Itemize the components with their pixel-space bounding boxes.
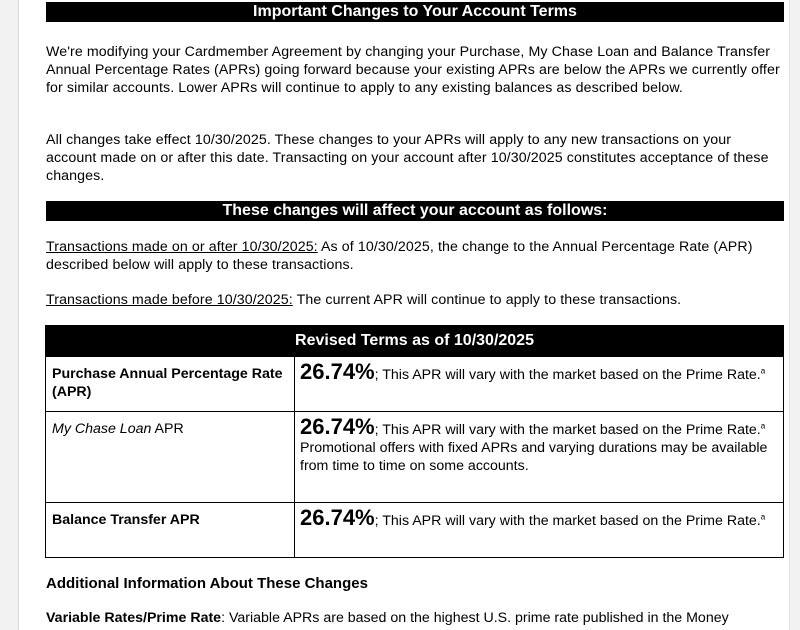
revised-terms-header: Revised Terms as of 10/30/2025 (46, 326, 784, 357)
chase-loan-apr-rate: 26.74% (300, 414, 375, 439)
before-date-text: The current APR will continue to apply to these transactions. (292, 292, 682, 308)
after-date-paragraph (46, 238, 781, 274)
important-changes-banner: Important Changes to Your Account Terms (46, 2, 784, 22)
variable-rates-label: Variable Rates/Prime Rate (46, 610, 222, 626)
document-page (19, 0, 789, 630)
balance-transfer-apr-footnote: a (760, 512, 766, 522)
purchase-apr-label: Purchase Annual Percentage Rate (APR) (46, 357, 295, 412)
intro-paragraph-2: All changes take effect 10/30/2025. These changes to your APRs will apply to any new transactions on your account made on or after this date. Transacting on your account after 10/30/2025 constitutes acceptance of these changes. (46, 132, 769, 184)
before-date-label: Transactions made before 10/30/2025: (46, 292, 293, 308)
chase-loan-label-italic: My Chase Loan (52, 421, 152, 437)
chase-loan-apr-label (46, 412, 295, 503)
left-margin (0, 0, 19, 630)
affect-banner: These changes will affect your account as follows: (46, 201, 784, 221)
after-date-label: Transactions made on or after 10/30/2025: (46, 239, 318, 255)
purchase-apr-rate: 26.74% (300, 359, 375, 384)
table-row (46, 503, 784, 558)
before-date-paragraph (46, 291, 781, 309)
balance-transfer-apr-label: Balance Transfer APR (46, 503, 295, 558)
purchase-apr-footnote: a (760, 366, 766, 376)
revised-terms-table (45, 325, 784, 558)
purchase-apr-text: ; This APR will vary with the market based on the Prime Rate. (374, 367, 761, 383)
variable-rates-text: : Variable APRs are based on the highest U.S. prime rate published in the Money (221, 610, 729, 626)
chase-loan-apr-text: ; This APR will vary with the market based on the Prime Rate. (374, 422, 761, 438)
table-row (46, 357, 784, 412)
chase-loan-label-rest: APR (151, 421, 184, 437)
balance-transfer-apr-text: ; This APR will vary with the market based on the Prime Rate. (374, 513, 761, 529)
promotional-offers-text: Promotional offers with fixed APRs and varying durations may be available from time to time on some accounts. (300, 440, 768, 474)
after-date-text: As of 10/30/2025, the change to the Annual Percentage Rate (APR) described below will apply to these transactions. (46, 239, 753, 273)
variable-rates-paragraph (46, 609, 789, 627)
chase-loan-apr-desc (295, 412, 784, 503)
balance-transfer-apr-desc (295, 503, 784, 558)
table-row (46, 412, 784, 503)
right-margin (789, 0, 800, 630)
chase-loan-apr-footnote: a (760, 421, 766, 431)
purchase-apr-desc (295, 357, 784, 412)
additional-info-heading: Additional Information About These Changes (46, 575, 368, 592)
intro-paragraph-1: We're modifying your Cardmember Agreement by changing your Purchase, My Chase Loan and Balance Transfer Annual Percentage Rates (APRs) going forward because your existing APRs are below the APRs we currently offer for similar accounts. Lower APRs will continue to apply to any existing balances as described below. (46, 44, 780, 96)
balance-transfer-apr-rate: 26.74% (300, 505, 375, 530)
